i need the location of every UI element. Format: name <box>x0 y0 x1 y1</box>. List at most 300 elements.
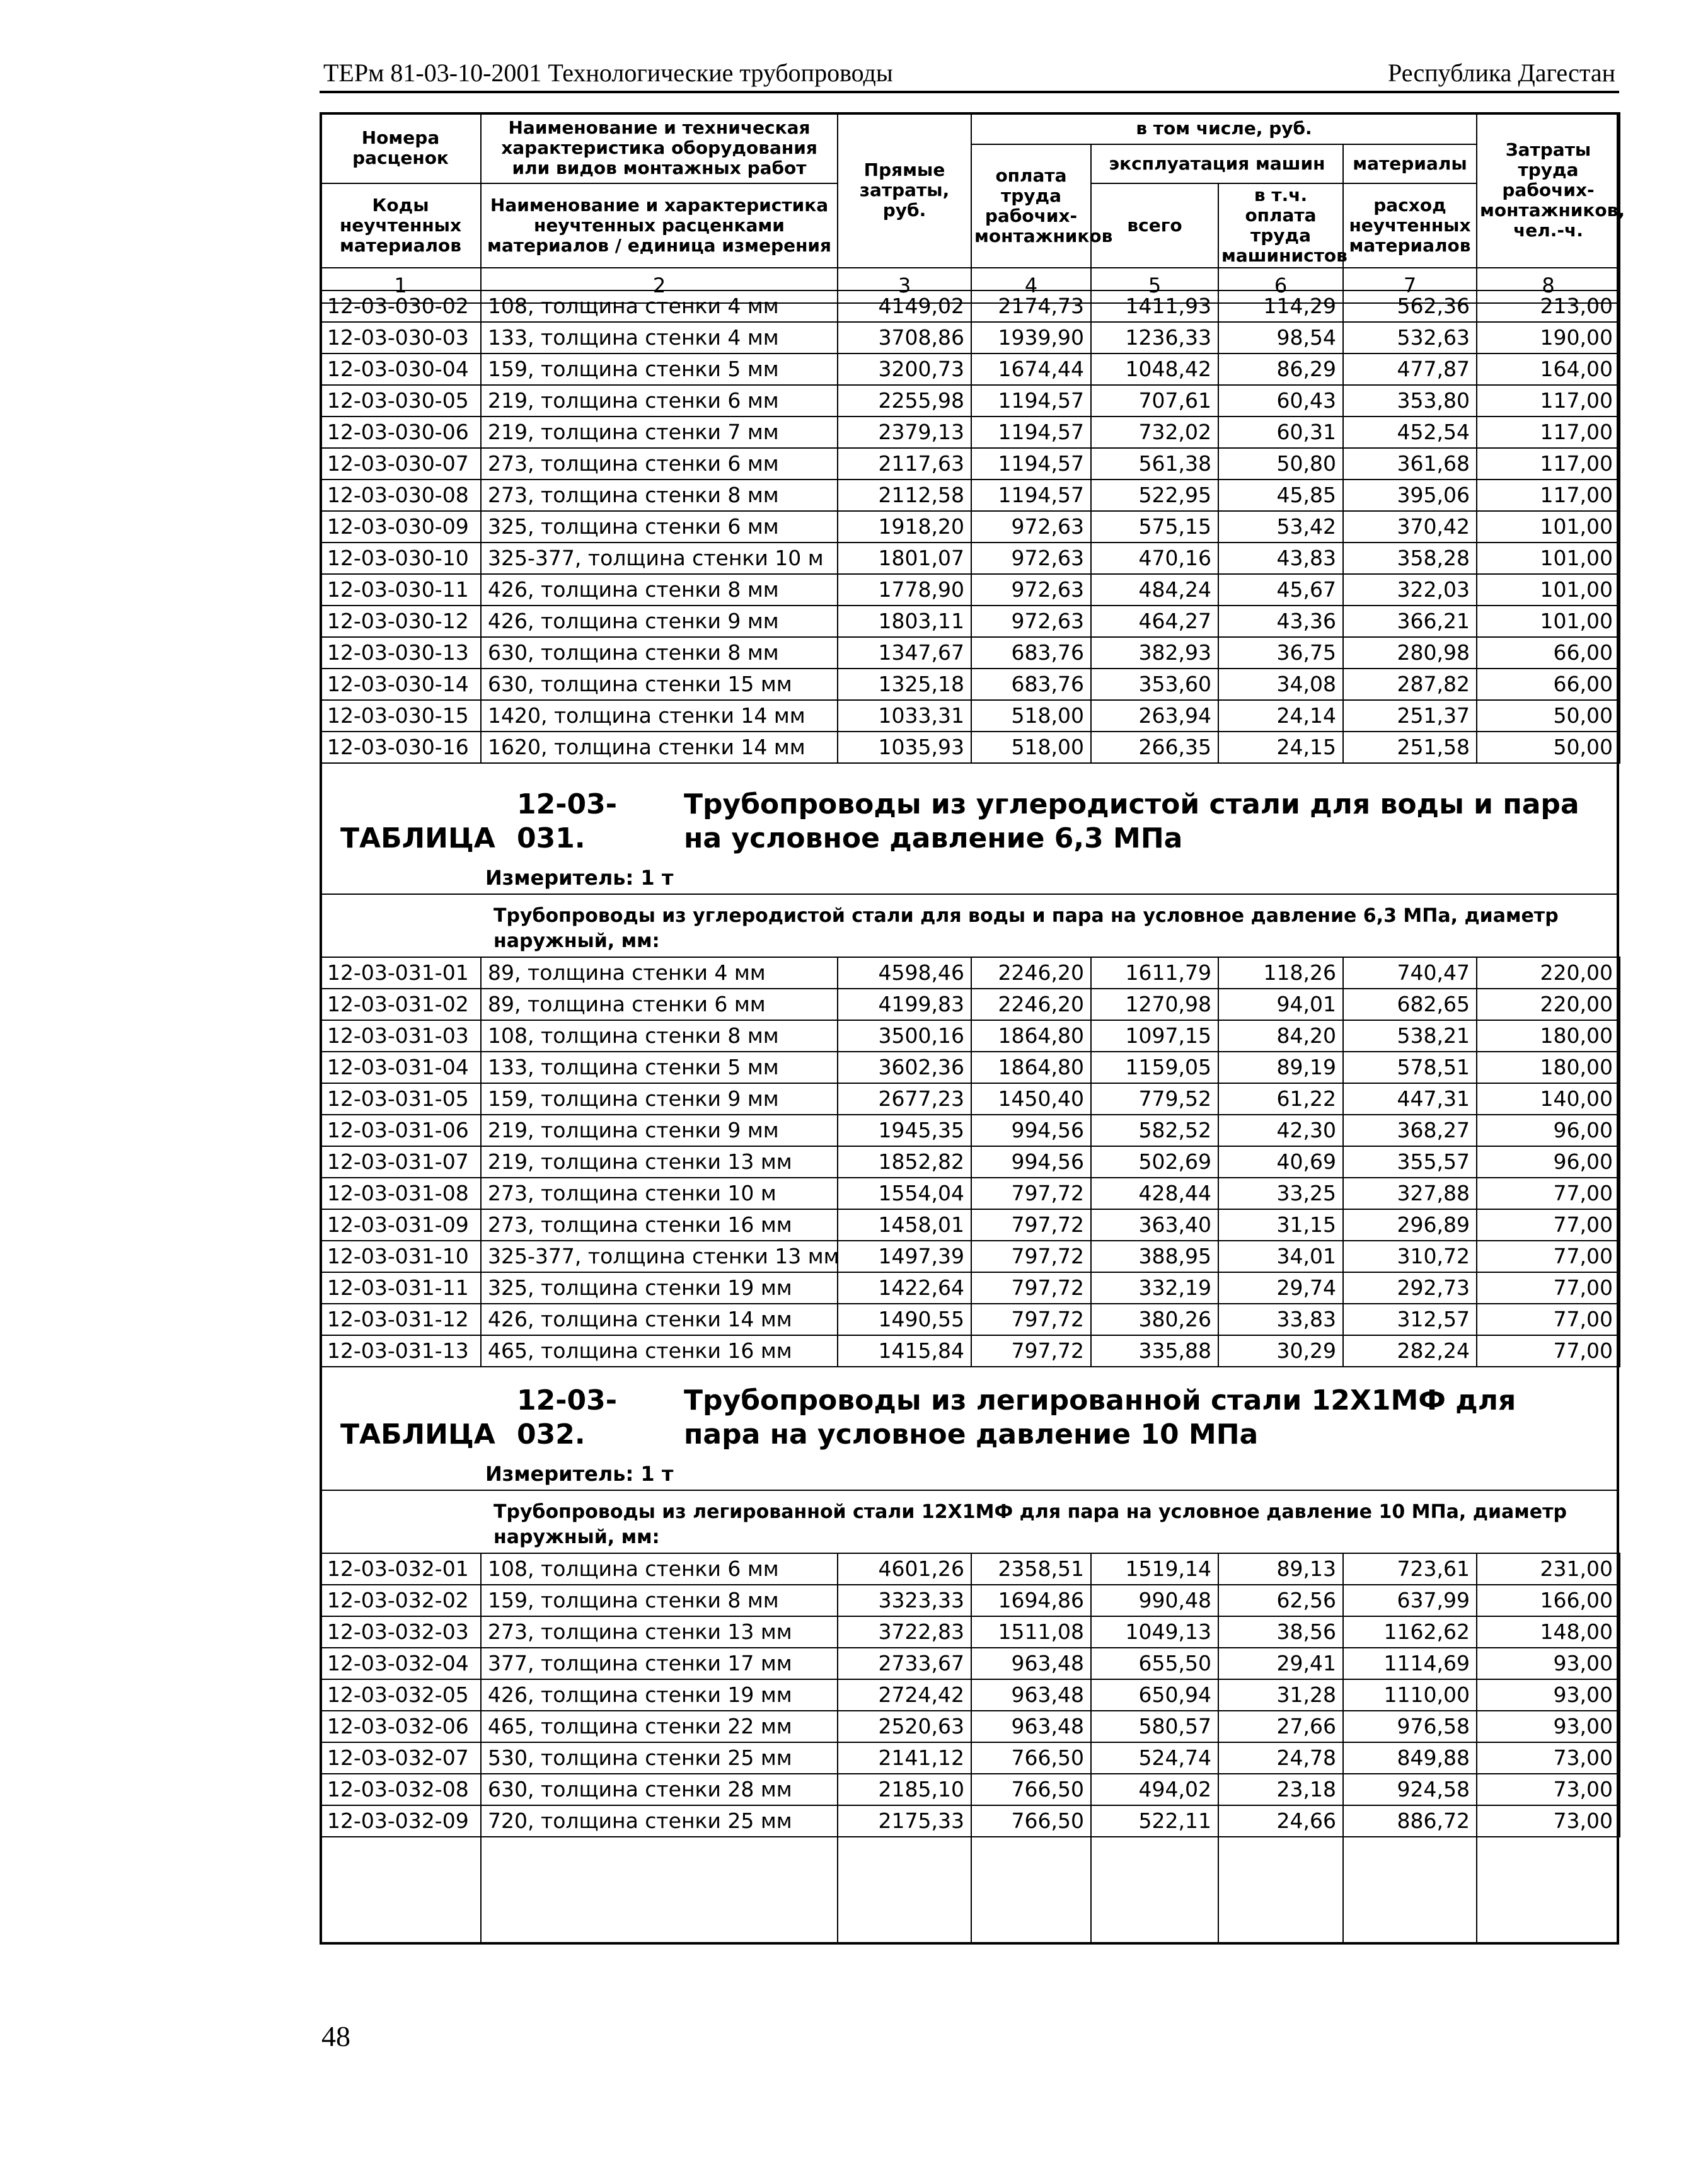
cell-rate-code: 12-03-032-02 <box>320 1585 481 1616</box>
cell-worker-pay: 963,48 <box>971 1711 1091 1742</box>
table-row <box>320 385 1620 417</box>
table-row <box>320 1679 1620 1711</box>
table-031-subheading: Трубопроводы из углеродистой стали для воды и пара на условное давление 6,3 МПа, диаметр наружный, мм: <box>493 905 1559 952</box>
cell-work-name: 133, толщина стенки 5 мм <box>481 1052 838 1083</box>
table-row <box>320 1178 1620 1209</box>
cell-worker-pay: 1674,44 <box>971 353 1091 385</box>
cell-direct-costs: 1490,55 <box>838 1304 971 1335</box>
cell-labor-hours: 166,00 <box>1477 1585 1620 1616</box>
cell-operator-pay: 34,01 <box>1218 1241 1343 1272</box>
cell-direct-costs: 2175,33 <box>838 1805 971 1837</box>
cell-rate-code: 12-03-030-06 <box>320 417 481 448</box>
cell-labor-hours: 77,00 <box>1477 1335 1620 1367</box>
cell-labor-hours: 148,00 <box>1477 1616 1620 1648</box>
col-rate-numbers: Номера расценок <box>320 113 481 183</box>
col-index-1: 1 <box>320 268 481 303</box>
cell-direct-costs: 2117,63 <box>838 448 971 480</box>
cell-machines-total: 990,48 <box>1091 1585 1218 1616</box>
cell-work-name: 426, толщина стенки 9 мм <box>481 606 838 637</box>
cell-labor-hours: 77,00 <box>1477 1304 1620 1335</box>
cell-worker-pay: 518,00 <box>971 700 1091 732</box>
cell-work-name: 159, толщина стенки 5 мм <box>481 353 838 385</box>
col-direct-costs: Прямые затраты, руб. <box>838 113 971 268</box>
cell-rate-code: 12-03-031-01 <box>320 957 481 989</box>
cell-rate-code: 12-03-031-07 <box>320 1146 481 1178</box>
cell-operator-pay: 62,56 <box>1218 1585 1343 1616</box>
cell-machines-total: 1049,13 <box>1091 1616 1218 1648</box>
col-labor-hours: Затраты труда рабочих-монтажников, чел.-ч. <box>1477 113 1620 268</box>
cell-rate-code: 12-03-031-06 <box>320 1115 481 1146</box>
cell-labor-hours: 117,00 <box>1477 480 1620 511</box>
cell-worker-pay: 797,72 <box>971 1241 1091 1272</box>
cell-machines-total: 363,40 <box>1091 1209 1218 1241</box>
cell-labor-hours: 213,00 <box>1477 290 1620 322</box>
cell-worker-pay: 766,50 <box>971 1742 1091 1774</box>
cell-worker-pay: 797,72 <box>971 1335 1091 1367</box>
cell-work-name: 630, толщина стенки 28 мм <box>481 1774 838 1805</box>
cell-rate-code: 12-03-032-06 <box>320 1711 481 1742</box>
table-row <box>320 732 1620 763</box>
cell-labor-hours: 77,00 <box>1477 1178 1620 1209</box>
cell-work-name: 219, толщина стенки 13 мм <box>481 1146 838 1178</box>
column-rule <box>1090 1836 1092 1945</box>
cell-materials: 310,72 <box>1343 1241 1477 1272</box>
cell-rate-code: 12-03-032-05 <box>320 1679 481 1711</box>
cell-materials: 280,98 <box>1343 637 1477 669</box>
cell-materials: 327,88 <box>1343 1178 1477 1209</box>
cell-rate-code: 12-03-031-04 <box>320 1052 481 1083</box>
cell-work-name: 325-377, толщина стенки 13 мм <box>481 1241 838 1272</box>
cell-rate-code: 12-03-031-03 <box>320 1020 481 1052</box>
cell-direct-costs: 3500,16 <box>838 1020 971 1052</box>
cell-machines-total: 522,95 <box>1091 480 1218 511</box>
cell-labor-hours: 77,00 <box>1477 1241 1620 1272</box>
cell-work-name: 219, толщина стенки 7 мм <box>481 417 838 448</box>
header-document-title: ТЕРм 81-03-10-2001 Технологические трубопроводы <box>323 59 893 87</box>
table-032-title: Трубопроводы из легированной стали 12Х1МФ для пара на условное давление 10 МПа <box>684 1384 1516 1451</box>
cell-materials: 322,03 <box>1343 574 1477 606</box>
cell-machines-total: 335,88 <box>1091 1335 1218 1367</box>
cell-worker-pay: 1194,57 <box>971 385 1091 417</box>
cell-worker-pay: 2246,20 <box>971 957 1091 989</box>
cell-materials: 532,63 <box>1343 322 1477 353</box>
cell-work-name: 108, толщина стенки 8 мм <box>481 1020 838 1052</box>
cell-work-name: 325, толщина стенки 19 мм <box>481 1272 838 1304</box>
col-name-bottom: Наименование и характеристика неучтенных расценками материалов / единица измерения <box>481 183 838 268</box>
table-row <box>320 543 1620 574</box>
cell-work-name: 273, толщина стенки 13 мм <box>481 1616 838 1648</box>
table-031-meter: Измеритель: 1 т <box>485 866 674 890</box>
cell-operator-pay: 114,29 <box>1218 290 1343 322</box>
table-row <box>320 669 1620 700</box>
cell-labor-hours: 231,00 <box>1477 1553 1620 1585</box>
cell-rate-code: 12-03-030-03 <box>320 322 481 353</box>
cell-materials: 447,31 <box>1343 1083 1477 1115</box>
cell-worker-pay: 766,50 <box>971 1774 1091 1805</box>
cell-operator-pay: 53,42 <box>1218 511 1343 543</box>
cell-labor-hours: 93,00 <box>1477 1648 1620 1679</box>
cell-labor-hours: 140,00 <box>1477 1083 1620 1115</box>
cell-machines-total: 388,95 <box>1091 1241 1218 1272</box>
cell-machines-total: 707,61 <box>1091 385 1218 417</box>
cell-rate-code: 12-03-032-08 <box>320 1774 481 1805</box>
cell-operator-pay: 45,85 <box>1218 480 1343 511</box>
cell-direct-costs: 2255,98 <box>838 385 971 417</box>
cell-materials: 637,99 <box>1343 1585 1477 1616</box>
cell-worker-pay: 518,00 <box>971 732 1091 763</box>
cell-labor-hours: 220,00 <box>1477 989 1620 1020</box>
cell-direct-costs: 1554,04 <box>838 1178 971 1209</box>
cell-rate-code: 12-03-030-15 <box>320 700 481 732</box>
cell-rate-code: 12-03-032-01 <box>320 1553 481 1585</box>
cell-operator-pay: 89,19 <box>1218 1052 1343 1083</box>
cell-direct-costs: 4598,46 <box>838 957 971 989</box>
cell-machines-total: 494,02 <box>1091 1774 1218 1805</box>
cell-materials: 682,65 <box>1343 989 1477 1020</box>
col-index-4: 4 <box>971 268 1091 303</box>
cell-worker-pay: 766,50 <box>971 1805 1091 1837</box>
table-row <box>320 322 1620 353</box>
cell-work-name: 630, толщина стенки 15 мм <box>481 669 838 700</box>
cell-direct-costs: 1422,64 <box>838 1272 971 1304</box>
cell-operator-pay: 29,41 <box>1218 1648 1343 1679</box>
table-030-body <box>320 290 1620 764</box>
cell-materials: 370,42 <box>1343 511 1477 543</box>
cell-materials: 740,47 <box>1343 957 1477 989</box>
cell-machines-total: 266,35 <box>1091 732 1218 763</box>
cell-materials: 886,72 <box>1343 1805 1477 1837</box>
cell-work-name: 108, толщина стенки 4 мм <box>481 290 838 322</box>
col-machines: эксплуатация машин <box>1091 144 1343 183</box>
table-032-number: 12-03-032. <box>517 1384 617 1451</box>
table-row <box>320 1711 1620 1742</box>
cell-materials: 368,27 <box>1343 1115 1477 1146</box>
cell-worker-pay: 797,72 <box>971 1209 1091 1241</box>
cell-materials: 723,61 <box>1343 1553 1477 1585</box>
cell-worker-pay: 1864,80 <box>971 1052 1091 1083</box>
cell-machines-total: 580,57 <box>1091 1711 1218 1742</box>
col-index-2: 2 <box>481 268 838 303</box>
cell-worker-pay: 1450,40 <box>971 1083 1091 1115</box>
table-row <box>320 1304 1620 1335</box>
cell-direct-costs: 1918,20 <box>838 511 971 543</box>
cell-operator-pay: 33,83 <box>1218 1304 1343 1335</box>
cell-labor-hours: 73,00 <box>1477 1774 1620 1805</box>
cell-machines-total: 582,52 <box>1091 1115 1218 1146</box>
col-machines-total: всего <box>1091 183 1218 268</box>
table-row <box>320 448 1620 480</box>
cell-machines-total: 561,38 <box>1091 448 1218 480</box>
table-row <box>320 1241 1620 1272</box>
cell-materials: 395,06 <box>1343 480 1477 511</box>
table-031-body <box>320 957 1620 1367</box>
cell-machines-total: 779,52 <box>1091 1083 1218 1115</box>
cell-labor-hours: 180,00 <box>1477 1052 1620 1083</box>
cell-materials: 1114,69 <box>1343 1648 1477 1679</box>
cell-machines-total: 1611,79 <box>1091 957 1218 989</box>
cell-materials: 251,37 <box>1343 700 1477 732</box>
cell-operator-pay: 61,22 <box>1218 1083 1343 1115</box>
cell-rate-code: 12-03-030-10 <box>320 543 481 574</box>
cell-operator-pay: 42,30 <box>1218 1115 1343 1146</box>
cell-machines-total: 1519,14 <box>1091 1553 1218 1585</box>
cell-worker-pay: 994,56 <box>971 1146 1091 1178</box>
cell-rate-code: 12-03-031-02 <box>320 989 481 1020</box>
cell-worker-pay: 963,48 <box>971 1648 1091 1679</box>
cell-materials: 578,51 <box>1343 1052 1477 1083</box>
cell-operator-pay: 43,83 <box>1218 543 1343 574</box>
table-row <box>320 957 1620 989</box>
cell-operator-pay: 23,18 <box>1218 1774 1343 1805</box>
cell-work-name: 1420, толщина стенки 14 мм <box>481 700 838 732</box>
cell-rate-code: 12-03-031-11 <box>320 1272 481 1304</box>
table-row <box>320 1742 1620 1774</box>
cell-machines-total: 470,16 <box>1091 543 1218 574</box>
cell-rate-code: 12-03-032-07 <box>320 1742 481 1774</box>
cell-materials: 562,36 <box>1343 290 1477 322</box>
cell-labor-hours: 77,00 <box>1477 1272 1620 1304</box>
cell-machines-total: 502,69 <box>1091 1146 1218 1178</box>
cell-work-name: 273, толщина стенки 6 мм <box>481 448 838 480</box>
cell-rate-code: 12-03-032-04 <box>320 1648 481 1679</box>
table-row <box>320 1146 1620 1178</box>
table-row <box>320 700 1620 732</box>
cell-machines-total: 524,74 <box>1091 1742 1218 1774</box>
cell-operator-pay: 50,80 <box>1218 448 1343 480</box>
cell-labor-hours: 66,00 <box>1477 637 1620 669</box>
cell-labor-hours: 164,00 <box>1477 353 1620 385</box>
cell-rate-code: 12-03-030-12 <box>320 606 481 637</box>
table-row <box>320 353 1620 385</box>
cell-operator-pay: 33,25 <box>1218 1178 1343 1209</box>
cell-materials: 287,82 <box>1343 669 1477 700</box>
cell-machines-total: 1097,15 <box>1091 1020 1218 1052</box>
table-031-label: ТАБЛИЦА <box>340 822 495 854</box>
cell-materials: 251,58 <box>1343 732 1477 763</box>
column-rule <box>837 1836 838 1945</box>
cell-labor-hours: 220,00 <box>1477 957 1620 989</box>
table-row <box>320 1335 1620 1367</box>
cell-materials: 358,28 <box>1343 543 1477 574</box>
cell-direct-costs: 1458,01 <box>838 1209 971 1241</box>
cell-materials: 924,58 <box>1343 1774 1477 1805</box>
cell-worker-pay: 1511,08 <box>971 1616 1091 1648</box>
cell-operator-pay: 45,67 <box>1218 574 1343 606</box>
table-row <box>320 511 1620 543</box>
table-row <box>320 1052 1620 1083</box>
running-header <box>320 54 1619 93</box>
cell-worker-pay: 972,63 <box>971 574 1091 606</box>
cell-work-name: 630, толщина стенки 8 мм <box>481 637 838 669</box>
cell-direct-costs: 1035,93 <box>838 732 971 763</box>
cell-worker-pay: 2246,20 <box>971 989 1091 1020</box>
table-032-heading <box>340 1384 1601 1452</box>
cell-direct-costs: 1033,31 <box>838 700 971 732</box>
cell-direct-costs: 2520,63 <box>838 1711 971 1742</box>
cell-labor-hours: 117,00 <box>1477 417 1620 448</box>
cell-rate-code: 12-03-031-12 <box>320 1304 481 1335</box>
cell-worker-pay: 797,72 <box>971 1272 1091 1304</box>
cell-materials: 366,21 <box>1343 606 1477 637</box>
cell-machines-total: 382,93 <box>1091 637 1218 669</box>
cell-machines-total: 522,11 <box>1091 1805 1218 1837</box>
col-materials: материалы <box>1343 144 1477 183</box>
cell-direct-costs: 2733,67 <box>838 1648 971 1679</box>
column-rule <box>971 1836 972 1945</box>
col-material-codes: Коды неучтенных материалов <box>320 183 481 268</box>
cell-direct-costs: 4601,26 <box>838 1553 971 1585</box>
cell-direct-costs: 3708,86 <box>838 322 971 353</box>
cell-worker-pay: 1864,80 <box>971 1020 1091 1052</box>
cell-labor-hours: 93,00 <box>1477 1711 1620 1742</box>
cell-work-name: 108, толщина стенки 6 мм <box>481 1553 838 1585</box>
cell-work-name: 219, толщина стенки 6 мм <box>481 385 838 417</box>
cell-worker-pay: 683,76 <box>971 669 1091 700</box>
cell-operator-pay: 31,15 <box>1218 1209 1343 1241</box>
cell-operator-pay: 24,78 <box>1218 1742 1343 1774</box>
cell-rate-code: 12-03-030-05 <box>320 385 481 417</box>
cell-direct-costs: 1415,84 <box>838 1335 971 1367</box>
cell-worker-pay: 963,48 <box>971 1679 1091 1711</box>
col-worker-pay: оплата труда рабочих-монтажников <box>971 144 1091 268</box>
cell-operator-pay: 27,66 <box>1218 1711 1343 1742</box>
cell-labor-hours: 101,00 <box>1477 511 1620 543</box>
cell-rate-code: 12-03-030-07 <box>320 448 481 480</box>
cell-work-name: 219, толщина стенки 9 мм <box>481 1115 838 1146</box>
cell-work-name: 325, толщина стенки 6 мм <box>481 511 838 543</box>
cell-labor-hours: 117,00 <box>1477 448 1620 480</box>
cell-operator-pay: 118,26 <box>1218 957 1343 989</box>
cell-operator-pay: 30,29 <box>1218 1335 1343 1367</box>
cell-direct-costs: 1801,07 <box>838 543 971 574</box>
cell-direct-costs: 2677,23 <box>838 1083 971 1115</box>
cell-operator-pay: 86,29 <box>1218 353 1343 385</box>
cell-machines-total: 464,27 <box>1091 606 1218 637</box>
cell-work-name: 133, толщина стенки 4 мм <box>481 322 838 353</box>
cell-work-name: 426, толщина стенки 8 мм <box>481 574 838 606</box>
table-031-title: Трубопроводы из углеродистой стали для воды и пара на условное давление 6,3 МПа <box>684 788 1579 854</box>
cell-operator-pay: 60,43 <box>1218 385 1343 417</box>
cell-direct-costs: 3200,73 <box>838 353 971 385</box>
col-material-usage: расход неучтенных материалов <box>1343 183 1477 268</box>
cell-operator-pay: 36,75 <box>1218 637 1343 669</box>
cell-rate-code: 12-03-032-09 <box>320 1805 481 1837</box>
cell-worker-pay: 683,76 <box>971 637 1091 669</box>
cell-work-name: 1620, толщина стенки 14 мм <box>481 732 838 763</box>
table-row <box>320 1585 1620 1616</box>
column-rule <box>1218 1836 1219 1945</box>
table-row <box>320 1553 1620 1585</box>
cell-operator-pay: 94,01 <box>1218 989 1343 1020</box>
cell-work-name: 89, толщина стенки 4 мм <box>481 957 838 989</box>
cell-work-name: 465, толщина стенки 16 мм <box>481 1335 838 1367</box>
cell-materials: 538,21 <box>1343 1020 1477 1052</box>
cell-labor-hours: 101,00 <box>1477 543 1620 574</box>
cell-worker-pay: 994,56 <box>971 1115 1091 1146</box>
table-032-label: ТАБЛИЦА <box>340 1418 495 1451</box>
cell-machines-total: 655,50 <box>1091 1648 1218 1679</box>
cell-work-name: 159, толщина стенки 9 мм <box>481 1083 838 1115</box>
cell-machines-total: 1236,33 <box>1091 322 1218 353</box>
table-031-heading <box>340 788 1601 856</box>
cell-work-name: 89, толщина стенки 6 мм <box>481 989 838 1020</box>
table-row <box>320 1083 1620 1115</box>
cell-work-name: 273, толщина стенки 16 мм <box>481 1209 838 1241</box>
cell-machines-total: 575,15 <box>1091 511 1218 543</box>
table-row <box>320 1209 1620 1241</box>
table-row <box>320 1115 1620 1146</box>
cell-labor-hours: 73,00 <box>1477 1742 1620 1774</box>
cell-materials: 292,73 <box>1343 1272 1477 1304</box>
table-row <box>320 1805 1620 1837</box>
cell-labor-hours: 190,00 <box>1477 322 1620 353</box>
table-row <box>320 480 1620 511</box>
cell-worker-pay: 1194,57 <box>971 480 1091 511</box>
cell-labor-hours: 50,00 <box>1477 732 1620 763</box>
col-operator-pay: в т.ч. оплата труда машинистов <box>1218 183 1343 268</box>
cell-labor-hours: 101,00 <box>1477 574 1620 606</box>
cell-worker-pay: 972,63 <box>971 543 1091 574</box>
cell-worker-pay: 2358,51 <box>971 1553 1091 1585</box>
cell-rate-code: 12-03-032-03 <box>320 1616 481 1648</box>
cell-worker-pay: 797,72 <box>971 1178 1091 1209</box>
table-032-body <box>320 1553 1620 1837</box>
cell-rate-code: 12-03-030-08 <box>320 480 481 511</box>
col-group-incl: в том числе, руб. <box>971 113 1477 144</box>
page-number: 48 <box>321 2020 350 2052</box>
cell-work-name: 426, толщина стенки 19 мм <box>481 1679 838 1711</box>
cell-worker-pay: 2174,73 <box>971 290 1091 322</box>
col-name-top: Наименование и техническая характеристика оборудования или видов монтажных работ <box>481 113 838 183</box>
cell-materials: 976,58 <box>1343 1711 1477 1742</box>
table-032-meter: Измеритель: 1 т <box>485 1462 674 1486</box>
table-row <box>320 1774 1620 1805</box>
cell-labor-hours: 180,00 <box>1477 1020 1620 1052</box>
cell-rate-code: 12-03-030-02 <box>320 290 481 322</box>
cell-direct-costs: 1778,90 <box>838 574 971 606</box>
cell-work-name: 465, толщина стенки 22 мм <box>481 1711 838 1742</box>
cell-operator-pay: 89,13 <box>1218 1553 1343 1585</box>
table-row <box>320 1272 1620 1304</box>
col-index-3: 3 <box>838 268 971 303</box>
cell-work-name: 530, толщина стенки 25 мм <box>481 1742 838 1774</box>
cell-materials: 355,57 <box>1343 1146 1477 1178</box>
cell-work-name: 720, толщина стенки 25 мм <box>481 1805 838 1837</box>
cell-direct-costs: 1347,67 <box>838 637 971 669</box>
cell-rate-code: 12-03-030-11 <box>320 574 481 606</box>
cell-materials: 353,80 <box>1343 385 1477 417</box>
cell-rate-code: 12-03-030-09 <box>320 511 481 543</box>
cell-rate-code: 12-03-030-14 <box>320 669 481 700</box>
cell-materials: 1110,00 <box>1343 1679 1477 1711</box>
col-index-6: 6 <box>1218 268 1343 303</box>
cell-operator-pay: 24,15 <box>1218 732 1343 763</box>
cell-operator-pay: 40,69 <box>1218 1146 1343 1178</box>
cell-work-name: 377, толщина стенки 17 мм <box>481 1648 838 1679</box>
col-index-8: 8 <box>1477 268 1620 303</box>
cell-direct-costs: 1852,82 <box>838 1146 971 1178</box>
table-032-subheading: Трубопроводы из легированной стали 12Х1МФ для пара на условное давление 10 МПа, диаметр наружный, мм: <box>493 1501 1567 1548</box>
cell-worker-pay: 1194,57 <box>971 448 1091 480</box>
cell-materials: 1162,62 <box>1343 1616 1477 1648</box>
cell-worker-pay: 1939,90 <box>971 322 1091 353</box>
table-row <box>320 1020 1620 1052</box>
cell-materials: 849,88 <box>1343 1742 1477 1774</box>
cell-operator-pay: 38,56 <box>1218 1616 1343 1648</box>
table-031-subheading-box <box>320 894 1619 957</box>
cell-operator-pay: 24,66 <box>1218 1805 1343 1837</box>
table-row <box>320 1616 1620 1648</box>
